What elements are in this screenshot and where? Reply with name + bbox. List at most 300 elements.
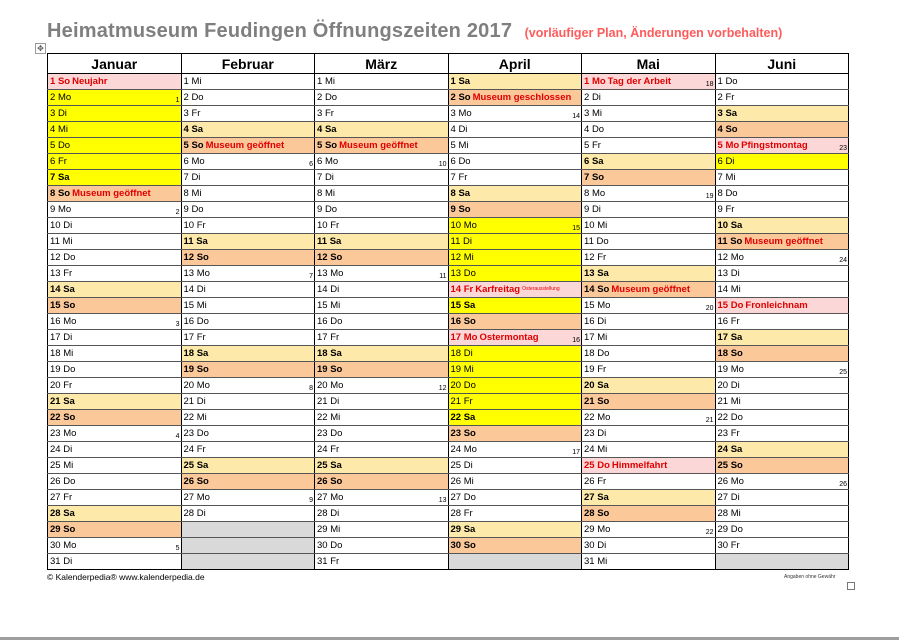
day-cell: [715, 106, 849, 122]
day-cell: [448, 394, 582, 410]
weekday-label: Mo: [458, 108, 472, 119]
day-number: 28: [717, 508, 729, 520]
day-number: 18: [183, 348, 195, 360]
day-row: [48, 106, 849, 122]
weekday-label: Mo: [330, 268, 344, 279]
day-number: 2: [584, 92, 590, 103]
day-number: 26: [717, 476, 729, 488]
day-number: 10: [717, 220, 729, 231]
weekday-label: Di: [63, 332, 73, 344]
week-number: 5: [175, 545, 180, 553]
day-number: 29: [584, 524, 595, 536]
weekday-label: Mi: [597, 444, 608, 456]
day-cell: [315, 394, 449, 410]
day-cell: [715, 474, 849, 490]
weekday-label: Fr: [196, 332, 206, 344]
week-number: 22: [705, 529, 714, 537]
day-cell: [48, 298, 182, 314]
day-number: 13: [584, 268, 595, 279]
weekday-label: Mo: [196, 492, 210, 504]
day-number: 18: [450, 348, 462, 360]
day-cell: [582, 266, 716, 282]
day-cell: [448, 90, 582, 106]
weekday-label: So: [597, 508, 610, 520]
weekday-label: Di: [463, 348, 473, 360]
table-resize-handle-icon[interactable]: [847, 582, 855, 590]
day-number: 28: [317, 508, 328, 520]
day-cell: [715, 442, 849, 458]
weekday-label: Do: [324, 204, 338, 215]
day-number: 25: [450, 460, 462, 472]
week-number: 21: [705, 417, 714, 425]
weekday-label: So: [463, 316, 476, 328]
day-number: 11: [183, 236, 194, 247]
day-number: 11: [317, 236, 328, 247]
day-number: 15: [183, 300, 195, 312]
day-number: 14: [50, 284, 61, 295]
week-number: 25: [839, 369, 847, 377]
day-number: 15: [450, 300, 462, 312]
weekday-label: So: [458, 92, 471, 103]
day-cell: [448, 506, 582, 522]
day-number: 18: [717, 348, 729, 360]
day-cell: [715, 346, 849, 362]
weekday-label: Fr: [330, 220, 340, 231]
day-cell: [48, 506, 182, 522]
weekday-label: Sa: [329, 236, 342, 247]
event-label: Museum geöffnet: [744, 236, 823, 247]
day-number: 16: [183, 316, 195, 328]
week-number: 7: [309, 273, 313, 280]
weekday-label: Fr: [330, 556, 340, 568]
day-cell: [582, 410, 716, 426]
event-label: Ostermontag: [479, 332, 539, 344]
weekday-label: Do: [191, 92, 204, 103]
day-cell: [181, 266, 315, 282]
day-number: 21: [584, 396, 595, 408]
day-cell: [48, 442, 182, 458]
weekday-label: Sa: [196, 236, 208, 247]
weekday-label: Fr: [63, 268, 73, 279]
weekday-label: Fr: [330, 332, 340, 344]
day-cell: [448, 122, 582, 138]
weekday-label: Mo: [196, 268, 210, 279]
weekday-label: Mi: [330, 524, 341, 536]
day-cell: [48, 458, 182, 474]
day-number: 28: [450, 508, 462, 520]
weekday-label: Do: [330, 428, 343, 440]
weekday-label: So: [324, 140, 338, 151]
day-cell: [715, 74, 849, 90]
day-cell: [448, 138, 582, 154]
weekday-label: Di: [730, 492, 740, 504]
day-cell: [48, 362, 182, 378]
day-cell: [48, 410, 182, 426]
weekday-label: Di: [63, 556, 73, 568]
weekday-label: Mi: [730, 508, 741, 520]
day-cell: [181, 202, 315, 218]
weekday-label: Di: [730, 268, 740, 279]
day-number: 1: [584, 76, 590, 87]
weekday-label: Fr: [57, 156, 67, 167]
weekday-label: Sa: [57, 172, 70, 183]
day-row: [48, 394, 849, 410]
weekday-label: Mo: [324, 156, 339, 167]
weekday-label: Di: [591, 204, 601, 215]
day-row: [48, 506, 849, 522]
day-number: 15: [584, 300, 595, 312]
day-cell: [582, 538, 716, 554]
day-row: [48, 122, 849, 138]
weekday-label: So: [63, 300, 76, 312]
day-cell: [448, 474, 582, 490]
day-number: 16: [450, 316, 462, 328]
weekday-label: Do: [730, 412, 743, 424]
week-number: 1: [175, 97, 180, 104]
weekday-label: Di: [63, 444, 73, 456]
weekday-label: Fr: [730, 428, 740, 440]
day-cell: [715, 234, 849, 250]
weekday-label: So: [597, 396, 610, 408]
day-number: 25: [317, 460, 328, 472]
day-number: 22: [450, 412, 462, 424]
day-cell: [315, 410, 449, 426]
day-cell: [715, 394, 849, 410]
day-cell: [315, 170, 449, 186]
weekday-label: Mi: [324, 76, 335, 87]
day-number: 17: [183, 332, 195, 344]
day-number: 5: [50, 140, 56, 151]
day-row: [48, 458, 849, 474]
day-number: 9: [450, 204, 456, 215]
day-number: 21: [317, 396, 328, 408]
day-number: 8: [450, 188, 456, 199]
day-cell: [315, 90, 449, 106]
disclaimer-footer: Angaben ohne Gewähr: [784, 574, 836, 580]
day-number: 26: [450, 476, 462, 488]
day-number: 24: [50, 444, 61, 456]
day-number: 14: [717, 284, 729, 295]
day-cell: [181, 170, 315, 186]
weekday-label: Fr: [458, 172, 468, 183]
day-cell: [715, 218, 849, 234]
day-row: [48, 410, 849, 426]
day-cell: [582, 330, 716, 346]
day-number: 26: [317, 476, 328, 488]
day-cell: [48, 186, 182, 202]
weekday-label: Mo: [730, 364, 744, 376]
day-cell: [448, 490, 582, 506]
day-cell: [448, 154, 582, 170]
weekday-label: Di: [463, 460, 473, 472]
event-label: Neujahr: [72, 76, 108, 87]
weekday-label: Fr: [730, 540, 740, 552]
day-number: 15: [50, 300, 61, 312]
day-number: 24: [183, 444, 195, 456]
day-row: [48, 554, 849, 570]
day-cell: [582, 90, 716, 106]
page-subtitle: (vorläufiger Plan, Änderungen vorbehalten): [524, 26, 783, 40]
weekday-label: Sa: [463, 412, 476, 424]
day-number: 20: [317, 380, 328, 392]
weekday-label: So: [597, 284, 610, 295]
weekday-label: Di: [591, 92, 601, 103]
day-number: 30: [317, 540, 328, 552]
day-number: 3: [50, 108, 56, 119]
day-cell: [181, 458, 315, 474]
table-move-handle-icon[interactable]: ✥: [35, 43, 46, 54]
weekday-label: Mi: [463, 364, 474, 376]
day-number: 3: [717, 108, 723, 119]
weekday-label: Mi: [196, 412, 207, 424]
weekday-label: Fr: [196, 220, 206, 231]
day-number: 12: [450, 252, 462, 263]
weekday-label: Fr: [63, 492, 73, 504]
event-label: Karfreitag: [475, 284, 521, 296]
weekday-label: Mi: [725, 172, 736, 183]
day-number: 6: [183, 156, 189, 167]
weekday-label: Fr: [330, 444, 340, 456]
weekday-label: Di: [597, 540, 607, 552]
weekday-label: Mi: [191, 76, 202, 87]
day-cell: [315, 122, 449, 138]
day-number: 29: [450, 524, 462, 536]
day-cell: [181, 330, 315, 346]
weekday-label: Mi: [324, 188, 335, 199]
weekday-label: So: [725, 124, 738, 135]
weekday-label: Fr: [591, 140, 601, 151]
day-number: 14: [183, 284, 195, 295]
day-number: 6: [50, 156, 56, 167]
day-number: 26: [50, 476, 61, 488]
weekday-label: So: [330, 364, 343, 376]
day-row: [48, 522, 849, 538]
weekday-label: Mo: [463, 444, 477, 456]
day-cell: [715, 282, 849, 298]
day-number: 19: [450, 364, 462, 376]
day-number: 30: [50, 540, 61, 552]
day-number: 4: [450, 124, 456, 135]
day-cell: [48, 346, 182, 362]
weekday-label: Mi: [597, 220, 608, 231]
weekday-label: Mo: [63, 540, 77, 552]
day-number: 17: [450, 332, 462, 344]
day-cell: [315, 314, 449, 330]
day-row: [48, 74, 849, 90]
day-number: 24: [584, 444, 595, 456]
day-cell: [48, 74, 182, 90]
weekday-label: Di: [330, 284, 340, 295]
weekday-label: Do: [597, 460, 610, 472]
day-row: [48, 362, 849, 378]
day-cell: [715, 410, 849, 426]
day-number: 10: [183, 220, 195, 231]
day-row: [48, 474, 849, 490]
weekday-label: So: [591, 172, 605, 183]
weekday-label: So: [330, 476, 343, 488]
day-cell: [715, 298, 849, 314]
day-number: 21: [450, 396, 462, 408]
day-number: 1: [183, 76, 189, 87]
day-cell: [315, 202, 449, 218]
day-cell: [315, 298, 449, 314]
day-number: 14: [317, 284, 328, 295]
day-number: 20: [450, 380, 462, 392]
weekday-label: So: [196, 364, 209, 376]
day-cell: [582, 122, 716, 138]
day-number: 2: [450, 92, 456, 103]
weekday-label: Mo: [725, 140, 740, 151]
day-number: 4: [717, 124, 723, 135]
day-number: 23: [584, 428, 595, 440]
day-row: [48, 138, 849, 154]
day-row: [48, 170, 849, 186]
weekday-label: Di: [63, 220, 73, 231]
weekday-label: So: [57, 76, 71, 87]
day-number: 28: [584, 508, 595, 520]
weekday-label: Sa: [63, 508, 75, 520]
day-number: 10: [450, 220, 462, 231]
weekday-label: Fr: [63, 380, 73, 392]
weekday-label: Mi: [196, 300, 207, 312]
weekday-label: Mo: [597, 300, 611, 312]
day-cell: [582, 506, 716, 522]
day-cell: [582, 474, 716, 490]
day-cell: [181, 394, 315, 410]
week-number: 13: [438, 497, 447, 505]
day-cell: [448, 410, 582, 426]
day-number: 29: [717, 524, 729, 536]
weekday-label: Do: [725, 76, 738, 87]
day-number: 14: [584, 284, 595, 295]
day-number: 22: [717, 412, 729, 424]
calendar-table: [47, 53, 849, 570]
weekday-label: Di: [196, 284, 206, 295]
week-number: 4: [175, 433, 180, 441]
day-number: 11: [717, 236, 728, 247]
weekday-label: Do: [730, 300, 744, 312]
weekday-label: Mi: [463, 476, 474, 488]
day-cell: [715, 458, 849, 474]
day-number: 9: [50, 204, 56, 215]
day-number: 25: [183, 460, 195, 472]
event-label: Pfingstmontag: [741, 140, 808, 151]
day-number: 5: [584, 140, 590, 151]
day-number: 26: [183, 476, 195, 488]
weekday-label: Fr: [191, 108, 201, 119]
day-row: [48, 154, 849, 170]
day-row: [48, 442, 849, 458]
day-cell: [582, 234, 716, 250]
day-number: 8: [183, 188, 189, 199]
day-cell: [582, 522, 716, 538]
weekday-label: Fr: [324, 108, 334, 119]
day-cell: [715, 522, 849, 538]
day-cell: [48, 282, 182, 298]
day-number: 18: [317, 348, 328, 360]
day-cell: [181, 410, 315, 426]
day-cell: [48, 154, 182, 170]
weekday-label: Do: [57, 140, 71, 151]
day-cell: [315, 234, 449, 250]
week-number: 2: [175, 209, 180, 216]
weekday-label: So: [63, 524, 76, 536]
day-cell: [582, 282, 716, 298]
day-row: [48, 282, 849, 298]
day-cell: [448, 170, 582, 186]
weekday-label: Mi: [330, 412, 341, 424]
day-cell: [448, 362, 582, 378]
day-number: 20: [50, 380, 61, 392]
day-cell: [181, 90, 315, 106]
day-cell: [315, 74, 449, 90]
day-cell: [582, 202, 716, 218]
weekday-label: So: [730, 460, 743, 472]
weekday-label: Sa: [597, 380, 609, 392]
day-cell: [48, 538, 182, 554]
day-number: 27: [717, 492, 729, 504]
day-cell: [715, 154, 849, 170]
day-number: 16: [50, 316, 61, 328]
day-row: [48, 250, 849, 266]
day-cell: [181, 378, 315, 394]
day-cell: [315, 330, 449, 346]
day-cell: [448, 202, 582, 218]
day-number: 16: [717, 316, 729, 328]
day-number: 22: [183, 412, 195, 424]
day-cell: [715, 90, 849, 106]
day-row: [48, 490, 849, 506]
day-cell: [315, 506, 449, 522]
day-cell: [582, 346, 716, 362]
day-cell: [448, 298, 582, 314]
day-number: 23: [50, 428, 61, 440]
week-number: 20: [705, 305, 714, 313]
weekday-label: Mi: [62, 236, 73, 247]
day-cell: [448, 442, 582, 458]
day-number: 17: [717, 332, 729, 344]
day-number: 23: [450, 428, 462, 440]
day-number: 30: [717, 540, 729, 552]
day-number: 24: [717, 444, 729, 456]
month-header: Januar: [48, 54, 182, 74]
day-cell: [181, 538, 315, 554]
day-number: 2: [317, 92, 323, 103]
day-number: 19: [50, 364, 61, 376]
weekday-label: Mi: [597, 556, 608, 568]
day-cell: [315, 154, 449, 170]
day-number: 21: [717, 396, 729, 408]
day-number: 2: [50, 92, 56, 103]
weekday-label: Do: [196, 428, 209, 440]
day-cell: [315, 554, 449, 570]
day-number: 3: [450, 108, 456, 119]
day-number: 3: [183, 108, 189, 119]
day-cell: [181, 426, 315, 442]
weekday-label: Do: [330, 316, 343, 328]
weekday-label: Do: [463, 380, 476, 392]
weekday-label: Mo: [57, 92, 72, 103]
day-number: 9: [584, 204, 590, 215]
day-number: 23: [183, 428, 195, 440]
day-row: [48, 266, 849, 282]
day-cell: [48, 122, 182, 138]
day-cell: [582, 314, 716, 330]
day-cell: [315, 458, 449, 474]
day-cell: [448, 522, 582, 538]
day-number: 17: [50, 332, 61, 344]
day-row: [48, 314, 849, 330]
